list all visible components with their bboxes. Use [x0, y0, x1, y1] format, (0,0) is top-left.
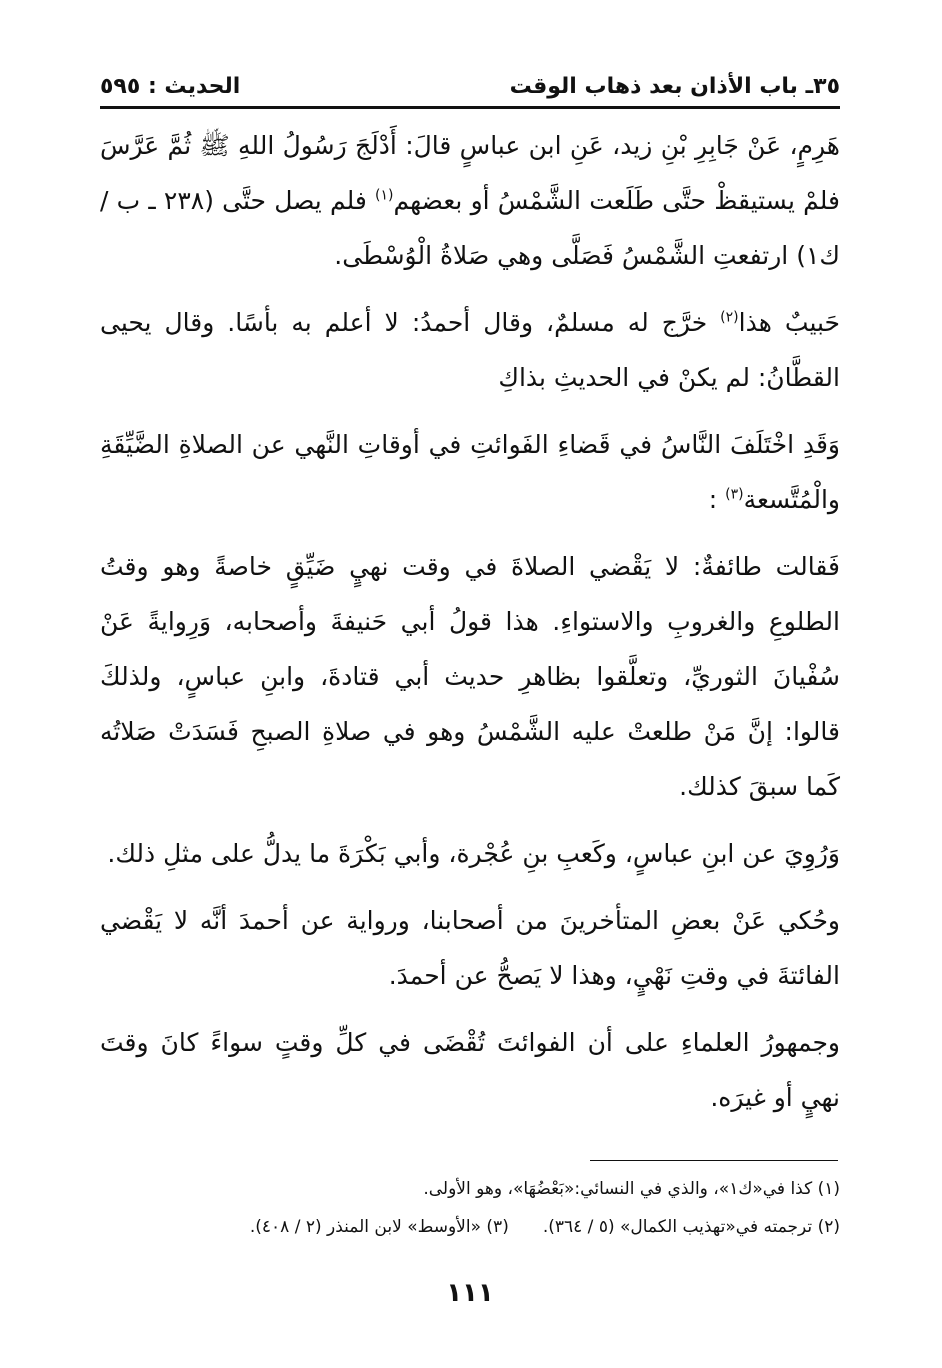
footnote-rule [590, 1160, 838, 1161]
running-header [100, 68, 840, 104]
main-text [100, 118, 840, 1137]
paragraph: وَرُوِيَ عن ابنِ عباسٍ، وكَعبِ بنِ عُجْرة، وأبي بَكْرَةَ ما يدلُّ على مثلِ ذلك. [107, 839, 840, 868]
paragraph: وحُكي عَنْ بعضِ المتأخرينَ من أصحابنا، ورواية عن أحمدَ أنَّه لا يَقْضي الفائتةَ في وقتِ نَهْيٍ، وهذا لا يَصحُّ عن أحمدَ. [100, 906, 840, 990]
footnotes [100, 1170, 840, 1246]
footnote-3: (٣) «الأوسط» لابن المنذر (٢ / ٤٠٨). [249, 1217, 509, 1237]
book-page [100, 60, 840, 1350]
footnote-line: (١) كذا في«ك١»، والذي في النسائي:«بَعْضُهَا»، وهو الأولى. [423, 1179, 840, 1199]
footnote-line [100, 1208, 840, 1246]
header-rule [100, 106, 840, 109]
paragraph: وجمهورُ العلماءِ على أن الفوائتَ تُقْضَى في كلِّ وقتٍ سواءً كانَ وقتَ نهيٍ أو غيرَه. [100, 1028, 840, 1112]
footnote-marker: (٣) [725, 486, 744, 503]
paragraph: فَقالت طائفةٌ: لا يَقْضي الصلاةَ في وقت نهيٍ ضَيِّقٍ خاصةً وهو وقتُ الطلوعِ والغروبِ والاستواءِ. هذا قولُ أبي حَنيفةَ وأصحابه، وَرِوايةً عَنْ سُفْيانَ الثوريِّ، وتعلَّقوا بظاهرِ حديث أبي قتادةَ، وابنِ عباسٍ، ولذلكَ قالوا: إنَّ مَنْ طلعتْ عليه الشَّمْسُ وهو في صلاةِ الصبحِ فَسَدَتْ صَلاتُه كَما سبقَ كذلك. [100, 552, 840, 801]
chapter-title: ٣٥ـ باب الأذان بعد ذهاب الوقت [509, 73, 840, 99]
hadith-number: الحديث : ٥٩٥ [100, 73, 241, 99]
paragraph: حَبيبٌ هذا$^{(٢)}$ خرَّج له مسلمٌ، وقال أحمدُ: لا أعلم به بأسًا. وقال يحيى القطَّانُ: لم يكنْ في الحديثِ بذاكِ [100, 308, 840, 392]
paragraph: وَقَدِ اخْتَلَفَ النَّاسُ في قَضاءِ الفَوائتِ في أوقاتِ النَّهي عن الصلاةِ الضَّيِّقَةِ والْمُتَّسعة$^{(٣)}$ : [100, 430, 840, 514]
page-number: ١١١ [446, 1278, 494, 1308]
footnote-2: (٢) ترجمته في«تهذيب الكمال» (٥ / ٣٦٤). [542, 1217, 840, 1237]
footnote-marker: (١) [375, 187, 394, 204]
footnote-marker: (٢) [720, 309, 739, 326]
paragraph: هَرِمٍ، عَنْ جَابِرِ بْنِ زيد، عَنِ ابن عباسٍ قالَ: أَدْلَجَ رَسُولُ اللهِ ﷺ ثُمَّ عَرَّسَ فلمْ يستيقظْ حتَّى طَلَعت الشَّمْسُ أو بعضهم$^{(١)}$ فلم يصل حتَّى (٢٣٨ ـ ب / ك١) ارتفعتِ الشَّمْسُ فَصَلَّى وهي صَلاةُ الْوُسْطَى. [100, 131, 841, 270]
